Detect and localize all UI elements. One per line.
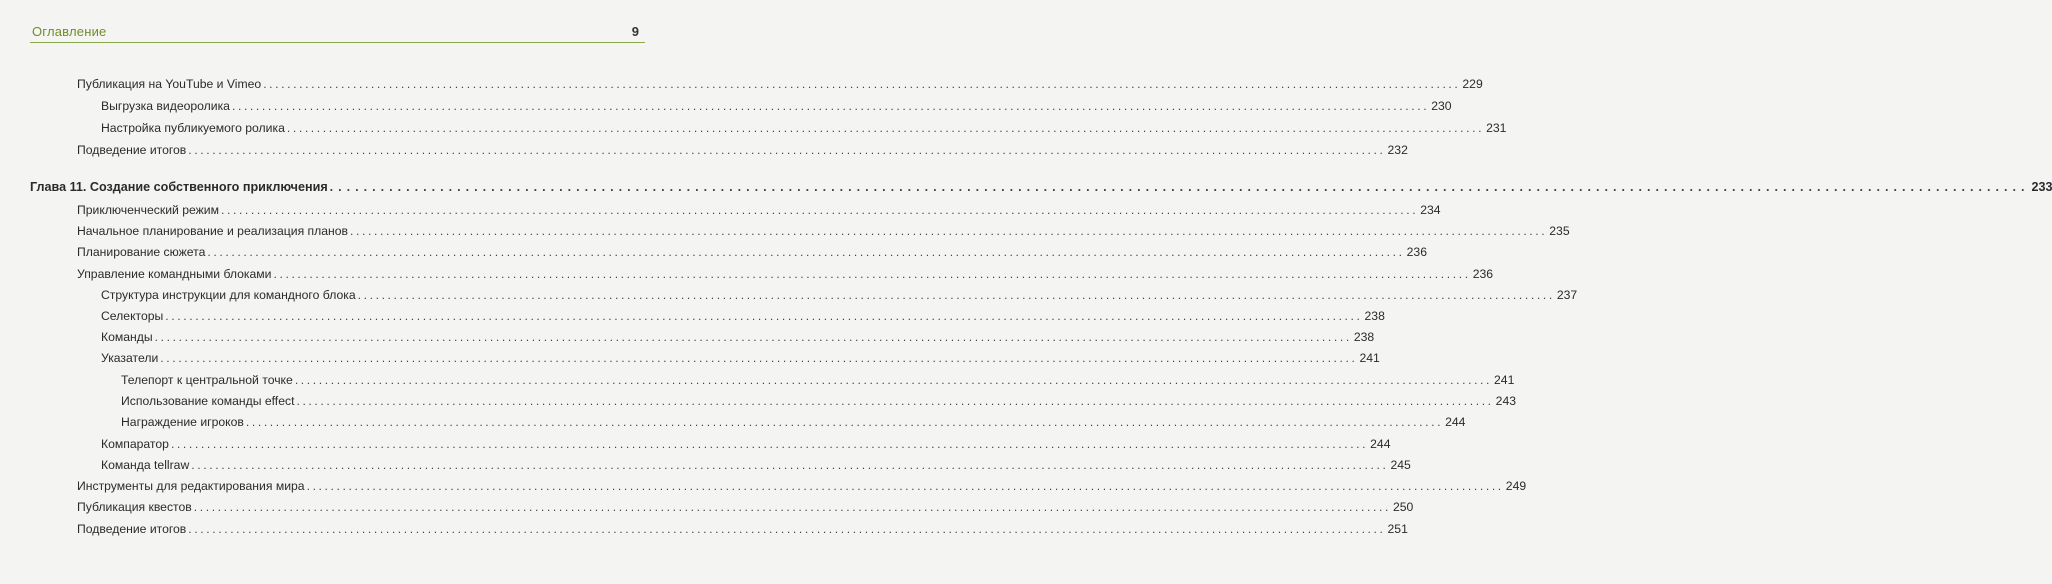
toc-entry-page: 241 [1494, 373, 1515, 387]
toc-entry-page: 249 [1505, 479, 1527, 493]
toc-leader-dots: ........................................................................................................................................................................................................ [263, 77, 1461, 91]
toc-leader-dots: ........................................................................................................................................................................................................ [220, 203, 1419, 217]
toc-entry-page: 235 [1549, 224, 1570, 238]
toc-entry-page: 245 [1390, 458, 1411, 472]
toc-entry-title: Селекторы [101, 309, 164, 323]
toc-entry-title: Выгрузка видеоролика [101, 99, 230, 113]
toc-entry-title: Команда tellraw [101, 458, 190, 472]
toc-entry [101, 435, 1391, 453]
toc-entry [121, 392, 1517, 410]
toc-entry-title: Указатели [101, 351, 159, 365]
toc-chapter-entry [30, 178, 2052, 196]
toc-entry-title: Публикация квестов [77, 500, 192, 514]
toc-entry-title: Начальное планирование и реализация планов [77, 224, 349, 238]
toc-entry-title: Публикация на YouTube и Vimeo [77, 77, 262, 91]
toc-entry [121, 413, 1466, 431]
toc-entry-title: Команды [101, 330, 153, 344]
toc-entry-page: 243 [1495, 394, 1517, 408]
toc-entry-page: 237 [1556, 288, 1578, 302]
toc-leader-dots: ........................................................................................................................................................................................................ [154, 330, 1352, 344]
toc-chapter-page: 233 [2031, 180, 2052, 194]
toc-leader-dots: ........................................................................................................................................................................................................ [329, 180, 2030, 194]
toc-entry-title: Структура инструкции для командного блока [101, 288, 356, 302]
toc-entry [77, 498, 1414, 516]
toc-entry-title: Приключенческий режим [77, 203, 219, 217]
toc-entry-page: 241 [1359, 351, 1380, 365]
toc-leader-dots: ........................................................................................................................................................................................................ [286, 121, 1485, 135]
toc-entry-page: 250 [1392, 500, 1414, 514]
toc-entry-title: Награждение игроков [121, 415, 244, 429]
toc-entry-title: Компаратор [101, 437, 169, 451]
toc-entry-page: 236 [1472, 267, 1494, 281]
toc-entry-page: 238 [1353, 330, 1375, 344]
toc-entry-title: Телепорт к центральной точке [121, 373, 293, 387]
toc-leader-dots: ........................................................................................................................................................................................................ [245, 415, 1444, 429]
toc-entry-page: 236 [1406, 245, 1427, 259]
toc-entry [77, 265, 1494, 283]
toc-leader-dots: ........................................................................................................................................................................................................ [296, 394, 1494, 408]
toc-leader-dots: ........................................................................................................................................................................................................ [160, 351, 1358, 365]
toc-entry [101, 286, 1578, 304]
toc-leader-dots: ........................................................................................................................................................................................................ [294, 373, 1493, 387]
toc-entry [101, 97, 1452, 115]
toc-leader-dots: ........................................................................................................................................................................................................ [188, 522, 1386, 536]
toc-leader-dots: ........................................................................................................................................................................................................ [191, 458, 1389, 472]
toc-entry-page: 234 [1420, 203, 1441, 217]
toc-entry [101, 456, 1411, 474]
toc-chapter-title: Глава 11. Создание собственного приключения [30, 180, 328, 194]
toc-entry [101, 349, 1380, 367]
toc-entry-page: 232 [1387, 143, 1408, 157]
toc-leader-dots: ........................................................................................................................................................................................................ [231, 99, 1430, 113]
toc-entry [77, 141, 1408, 159]
toc-entry-page: 231 [1486, 121, 1507, 135]
toc-entry [77, 222, 1570, 240]
toc-entry [101, 307, 1385, 325]
toc-leader-dots: ........................................................................................................................................................................................................ [165, 309, 1363, 323]
toc-entry [101, 328, 1375, 346]
toc-entry [77, 75, 1483, 93]
toc-leader-dots: ........................................................................................................................................................................................................ [306, 479, 1504, 493]
toc-leader-dots: ........................................................................................................................................................................................................ [188, 143, 1386, 157]
toc-entry-page: 238 [1364, 309, 1385, 323]
toc-entry-title: Управление командными блоками [77, 267, 272, 281]
toc-leader-dots: ........................................................................................................................................................................................................ [357, 288, 1555, 302]
header-page-number: 9 [631, 24, 639, 39]
toc-entry-page: 230 [1431, 99, 1452, 113]
toc-entry-title: Подведение итогов [77, 522, 187, 536]
toc-leader-dots: ........................................................................................................................................................................................................ [273, 267, 1471, 281]
toc-entry-title: Инструменты для редактирования мира [77, 479, 305, 493]
toc-leader-dots: ........................................................................................................................................................................................................ [193, 500, 1391, 514]
toc-entry-title: Настройка публикуемого ролика [101, 121, 285, 135]
toc-entry-title: Подведение итогов [77, 143, 187, 157]
toc-leader-dots: ........................................................................................................................................................................................................ [350, 224, 1548, 238]
toc-entry [77, 243, 1427, 261]
toc-entry [77, 477, 1527, 495]
toc-entry [77, 520, 1408, 538]
toc-entry [121, 371, 1515, 389]
toc-entry-page: 244 [1445, 415, 1466, 429]
toc-entry-title: Планирование сюжета [77, 245, 206, 259]
header-title: Оглавление [32, 24, 107, 39]
toc-entry-page: 229 [1462, 77, 1483, 91]
toc-entry [101, 119, 1507, 137]
toc-leader-dots: ........................................................................................................................................................................................................ [170, 437, 1369, 451]
toc-entry [77, 201, 1441, 219]
toc-leader-dots: ........................................................................................................................................................................................................ [207, 245, 1405, 259]
toc-entry-page: 244 [1370, 437, 1391, 451]
toc-entry-page: 251 [1387, 522, 1408, 536]
toc-entry-title: Использование команды effect [121, 394, 295, 408]
